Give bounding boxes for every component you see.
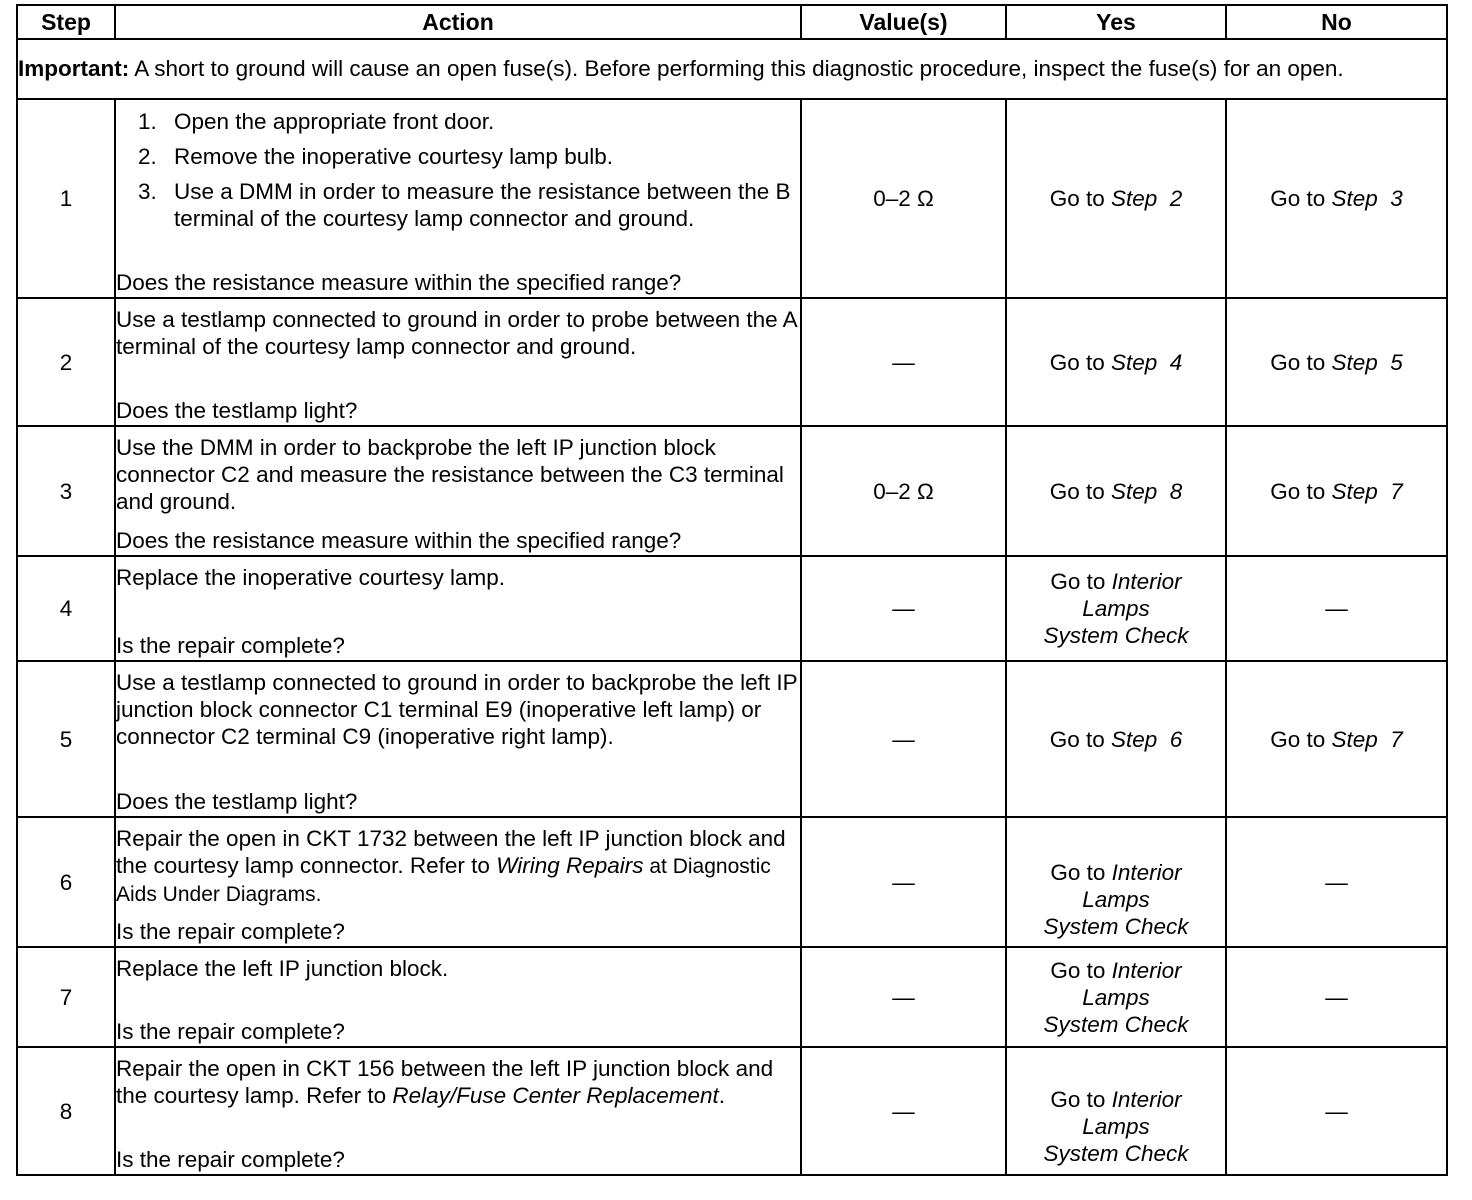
table-row	[17, 817, 1447, 947]
step-number: 1	[17, 99, 115, 298]
value-cell: —	[801, 1047, 1006, 1175]
header-step: Step	[17, 5, 115, 39]
list-item: 3. Use a DMM in order to measure the resistance between the B terminal of the courtesy lamp connector and ground.	[138, 178, 791, 231]
system-check-reference: Interior	[1111, 1086, 1182, 1112]
action-question: Is the repair complete?	[116, 1019, 345, 1044]
table-row	[17, 556, 1447, 661]
action-question: Does the resistance measure within the specified range?	[116, 269, 682, 295]
no-cell: Go to Step 3	[1226, 99, 1447, 298]
yes-cell: Go to Interior Lamps System Check	[1006, 947, 1226, 1047]
important-note	[17, 39, 1447, 99]
value-cell: 0–2 Ω	[801, 99, 1006, 298]
step-number: 8	[17, 1047, 115, 1175]
value-cell: —	[801, 947, 1006, 1047]
system-check-reference: Interior	[1111, 859, 1182, 885]
step-number: 7	[17, 947, 115, 1047]
table-row	[17, 298, 1447, 426]
header-values: Value(s)	[801, 5, 1006, 39]
step-reference: Step 8	[1110, 478, 1183, 504]
system-check-reference: Interior	[1111, 569, 1182, 594]
step-reference: Step 4	[1110, 349, 1183, 375]
no-cell: Go to Step 7	[1226, 661, 1447, 817]
value-cell: —	[801, 556, 1006, 661]
header-yes: Yes	[1006, 5, 1226, 39]
table-row	[17, 947, 1447, 1047]
action-list	[116, 108, 800, 240]
value-cell: —	[801, 661, 1006, 817]
no-cell: —	[1226, 817, 1447, 947]
important-label: Important:	[18, 56, 130, 81]
step-number: 2	[17, 298, 115, 426]
step-number: 6	[17, 817, 115, 947]
step-reference: Step 5	[1331, 349, 1403, 375]
header-no: No	[1226, 5, 1447, 39]
table-row	[17, 426, 1447, 556]
action-question: Does the testlamp light?	[116, 789, 358, 814]
no-cell: Go to Step 5	[1226, 298, 1447, 426]
action-text: Repair the open in CKT 156 between the left IP junction block and the courtesy lamp. Refer to Relay/Fuse Center Replacement.	[116, 1056, 774, 1108]
yes-cell: Go to Interior Lamps System Check	[1006, 556, 1226, 661]
action-cell	[115, 99, 801, 298]
action-question: Is the repair complete?	[116, 1147, 345, 1172]
value-cell: 0–2 Ω	[801, 426, 1006, 556]
action-text: Use a testlamp connected to ground in order to backprobe the left IP junction block connector C1 terminal E9 (inoperative left lamp) or connector C2 terminal C9 (inoperative right lamp).	[116, 670, 798, 749]
action-text: Replace the left IP junction block.	[116, 956, 449, 981]
table-row	[17, 1047, 1447, 1175]
step-number: 3	[17, 426, 115, 556]
yes-cell: Go to Interior Lamps System Check	[1006, 817, 1226, 947]
action-cell	[115, 556, 801, 661]
action-cell	[115, 298, 801, 426]
no-cell: —	[1226, 1047, 1447, 1175]
action-cell	[115, 947, 801, 1047]
header-row	[17, 5, 1447, 39]
step-reference: Step 6	[1110, 726, 1183, 752]
step-reference: Step 3	[1331, 186, 1403, 211]
action-question: Is the repair complete?	[116, 633, 345, 658]
system-check-reference: Interior	[1111, 957, 1182, 983]
yes-cell: Go to Step 8	[1006, 426, 1226, 556]
value-cell: —	[801, 298, 1006, 426]
no-cell: Go to Step 7	[1226, 426, 1447, 556]
action-text: Repair the open in CKT 1732 between the left IP junction block and the courtesy lamp connector. Refer to Wiring Repairs at Diagnostic Aids Under Diagrams.	[116, 826, 786, 906]
action-cell	[115, 1047, 801, 1175]
wiring-repairs-reference: Wiring Repairs	[496, 853, 644, 878]
diagnostic-table	[16, 4, 1448, 1176]
action-question: Does the testlamp light?	[116, 398, 358, 423]
action-cell	[115, 817, 801, 947]
step-reference: Step 2	[1110, 186, 1183, 211]
action-question: Is the repair complete?	[116, 919, 345, 944]
value-cell: —	[801, 817, 1006, 947]
list-item: 1. Open the appropriate front door.	[138, 108, 495, 134]
action-text: Use a testlamp connected to ground in order to probe between the A terminal of the courtesy lamp connector and ground.	[116, 307, 797, 359]
step-number: 5	[17, 661, 115, 817]
step-reference: Step 7	[1331, 726, 1403, 752]
action-text: Use the DMM in order to backprobe the left IP junction block connector C2 and measure the resistance between the C3 terminal and ground.	[116, 435, 784, 514]
action-text: Replace the inoperative courtesy lamp.	[116, 565, 505, 590]
relay-fuse-reference: Relay/Fuse Center Replacement	[392, 1083, 719, 1108]
yes-cell: Go to Step 2	[1006, 99, 1226, 298]
action-cell	[115, 661, 801, 817]
step-number: 4	[17, 556, 115, 661]
yes-cell: Go to Step 4	[1006, 298, 1226, 426]
important-text: A short to ground will cause an open fuse(s). Before performing this diagnostic procedure, inspect the fuse(s) for an open.	[129, 56, 1344, 81]
important-row	[17, 39, 1447, 99]
table-row	[17, 661, 1447, 817]
no-cell: —	[1226, 556, 1447, 661]
yes-cell: Go to Step 6	[1006, 661, 1226, 817]
action-cell	[115, 426, 801, 556]
no-cell: —	[1226, 947, 1447, 1047]
yes-cell: Go to Interior Lamps System Check	[1006, 1047, 1226, 1175]
step-reference: Step 7	[1331, 478, 1403, 504]
table-row	[17, 99, 1447, 298]
list-item: 2. Remove the inoperative courtesy lamp bulb.	[138, 143, 613, 169]
action-question: Does the resistance measure within the specified range?	[116, 528, 682, 553]
header-action: Action	[115, 5, 801, 39]
